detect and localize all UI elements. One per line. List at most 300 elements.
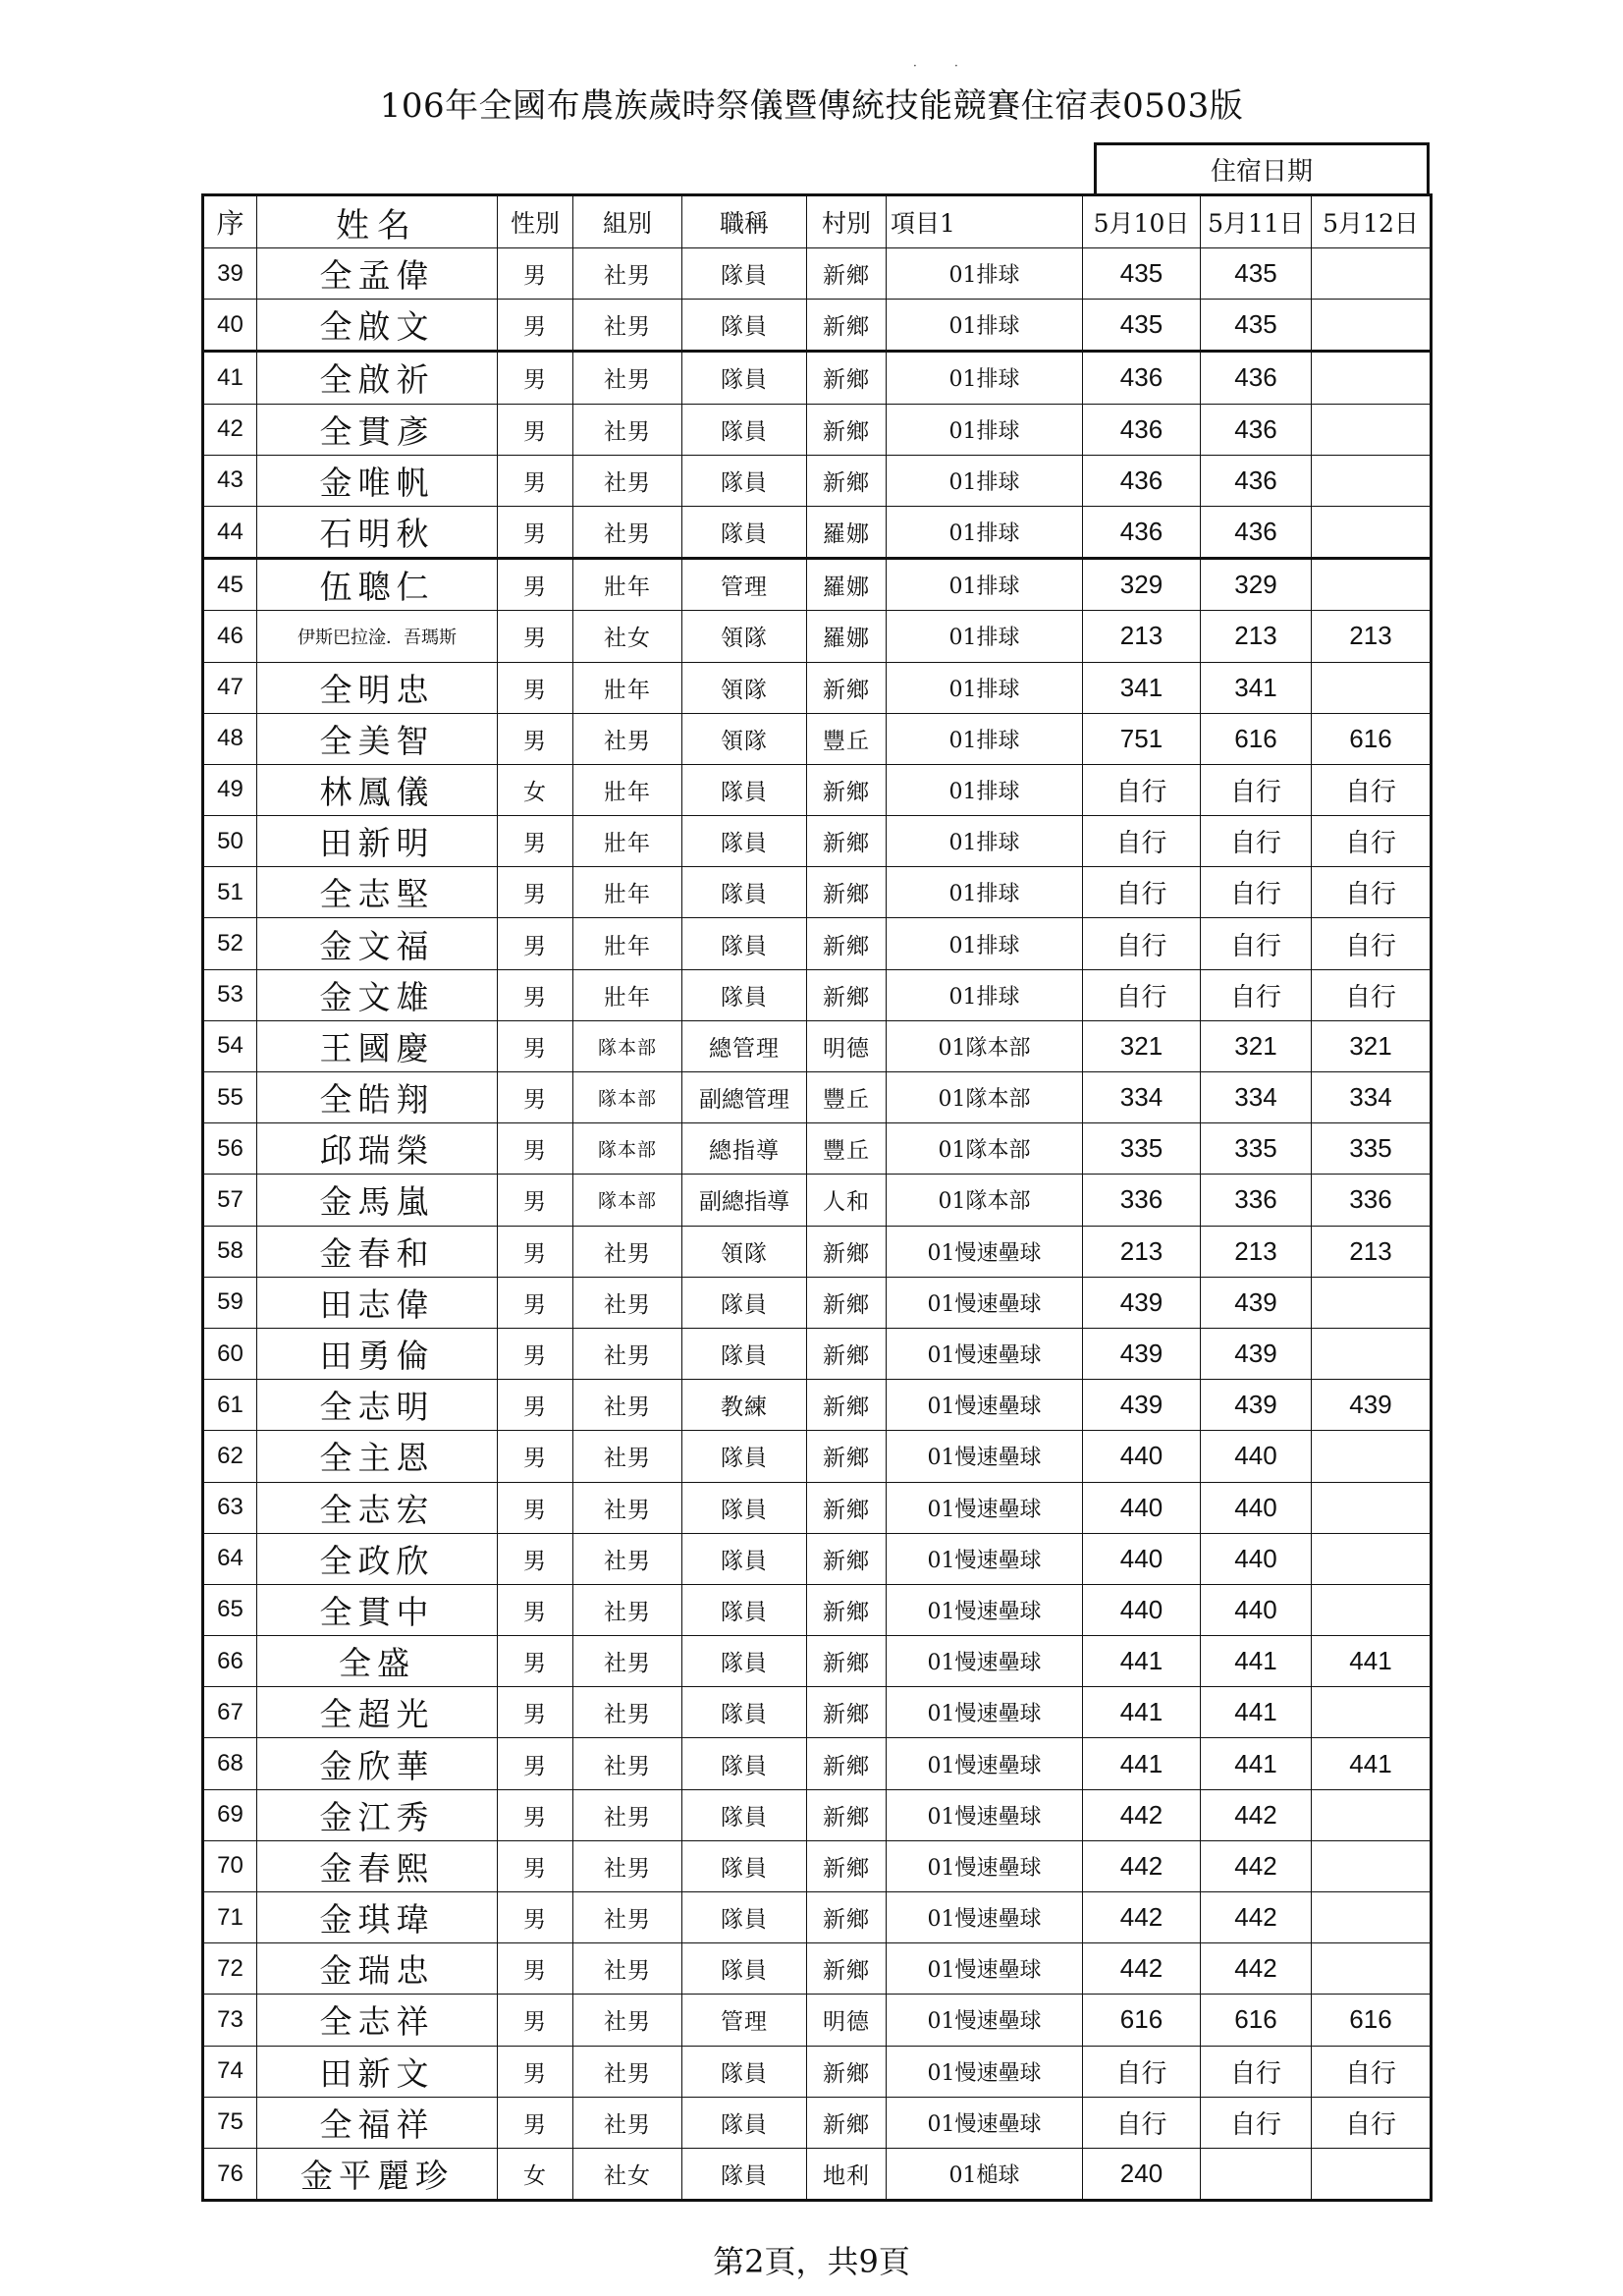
cell-village: 新鄉 bbox=[807, 1328, 887, 1379]
cell-project: 01排球 bbox=[887, 867, 1083, 918]
cell-name: 金春熙 bbox=[257, 1840, 498, 1891]
cell-name: 全志堅 bbox=[257, 867, 498, 918]
cell-village: 新鄉 bbox=[807, 816, 887, 867]
cell-group: 社男 bbox=[573, 506, 682, 558]
cell-village: 新鄉 bbox=[807, 1636, 887, 1687]
cell-gender: 男 bbox=[498, 1226, 573, 1277]
cell-role: 隊員 bbox=[682, 2046, 807, 2097]
cell-date-0512 bbox=[1312, 455, 1432, 506]
cell-project: 01排球 bbox=[887, 969, 1083, 1020]
cell-role: 教練 bbox=[682, 1380, 807, 1431]
cell-role: 隊員 bbox=[682, 1584, 807, 1635]
cell-date-0510: 439 bbox=[1083, 1277, 1201, 1328]
cell-group: 壯年 bbox=[573, 969, 682, 1020]
cell-project: 01慢速壘球 bbox=[887, 1636, 1083, 1687]
table-row bbox=[203, 1995, 1432, 2046]
cell-group: 壯年 bbox=[573, 867, 682, 918]
cell-village: 新鄉 bbox=[807, 1584, 887, 1635]
cell-group: 社男 bbox=[573, 404, 682, 455]
cell-village: 新鄉 bbox=[807, 1840, 887, 1891]
cell-gender: 男 bbox=[498, 1072, 573, 1123]
cell-role: 隊員 bbox=[682, 1533, 807, 1584]
cell-role: 領隊 bbox=[682, 611, 807, 662]
col-header-date-0511: 5月11日 bbox=[1201, 195, 1312, 248]
cell-group: 壯年 bbox=[573, 662, 682, 713]
cell-role: 隊員 bbox=[682, 1431, 807, 1482]
cell-gender: 男 bbox=[498, 352, 573, 404]
cell-date-0510: 自行 bbox=[1083, 2046, 1201, 2097]
cell-group: 壯年 bbox=[573, 764, 682, 815]
cell-date-0512 bbox=[1312, 662, 1432, 713]
cell-village: 人和 bbox=[807, 1175, 887, 1226]
cell-group: 社男 bbox=[573, 1328, 682, 1379]
cell-village: 新鄉 bbox=[807, 867, 887, 918]
cell-gender: 男 bbox=[498, 2046, 573, 2097]
cell-no: 44 bbox=[203, 506, 257, 558]
cell-date-0512 bbox=[1312, 404, 1432, 455]
cell-group: 社男 bbox=[573, 300, 682, 352]
cell-no: 57 bbox=[203, 1175, 257, 1226]
cell-gender: 男 bbox=[498, 2097, 573, 2148]
cell-project: 01排球 bbox=[887, 404, 1083, 455]
cell-no: 64 bbox=[203, 1533, 257, 1584]
cell-gender: 男 bbox=[498, 1123, 573, 1175]
cell-village: 新鄉 bbox=[807, 2097, 887, 2148]
cell-group: 社男 bbox=[573, 1687, 682, 1738]
cell-gender: 男 bbox=[498, 816, 573, 867]
cell-name: 田志偉 bbox=[257, 1277, 498, 1328]
cell-no: 40 bbox=[203, 300, 257, 352]
table-body bbox=[203, 248, 1432, 2201]
cell-project: 01慢速壘球 bbox=[887, 1995, 1083, 2046]
cell-date-0511: 329 bbox=[1201, 559, 1312, 611]
cell-group: 社男 bbox=[573, 1431, 682, 1482]
cell-name: 全貫中 bbox=[257, 1584, 498, 1635]
cell-group: 社男 bbox=[573, 1995, 682, 2046]
cell-no: 66 bbox=[203, 1636, 257, 1687]
cell-date-0512: 自行 bbox=[1312, 867, 1432, 918]
cell-role: 隊員 bbox=[682, 1328, 807, 1379]
cell-name: 金春和 bbox=[257, 1226, 498, 1277]
table-row bbox=[203, 559, 1432, 611]
cell-date-0512 bbox=[1312, 1277, 1432, 1328]
cell-project: 01排球 bbox=[887, 455, 1083, 506]
cell-role: 隊員 bbox=[682, 352, 807, 404]
cell-gender: 男 bbox=[498, 559, 573, 611]
table-row bbox=[203, 352, 1432, 404]
cell-name: 石明秋 bbox=[257, 506, 498, 558]
cell-date-0511: 334 bbox=[1201, 1072, 1312, 1123]
cell-date-0510: 441 bbox=[1083, 1738, 1201, 1789]
cell-date-0511: 442 bbox=[1201, 1892, 1312, 1943]
cell-date-0510: 442 bbox=[1083, 1943, 1201, 1995]
cell-group: 社男 bbox=[573, 1636, 682, 1687]
cell-name: 田勇倫 bbox=[257, 1328, 498, 1379]
cell-date-0512 bbox=[1312, 1482, 1432, 1533]
cell-village: 新鄉 bbox=[807, 1482, 887, 1533]
col-header-group: 組別 bbox=[573, 195, 682, 248]
cell-name: 全主恩 bbox=[257, 1431, 498, 1482]
cell-date-0510: 自行 bbox=[1083, 816, 1201, 867]
cell-gender: 男 bbox=[498, 248, 573, 300]
cell-date-0510: 442 bbox=[1083, 1892, 1201, 1943]
cell-name: 王國慶 bbox=[257, 1020, 498, 1071]
cell-no: 58 bbox=[203, 1226, 257, 1277]
cell-village: 新鄉 bbox=[807, 1380, 887, 1431]
cell-gender: 男 bbox=[498, 1431, 573, 1482]
cell-date-0511: 441 bbox=[1201, 1636, 1312, 1687]
cell-role: 副總管理 bbox=[682, 1072, 807, 1123]
cell-name: 全志明 bbox=[257, 1380, 498, 1431]
cell-date-0511: 436 bbox=[1201, 455, 1312, 506]
cell-project: 01排球 bbox=[887, 248, 1083, 300]
table-row bbox=[203, 969, 1432, 1020]
table-row bbox=[203, 1533, 1432, 1584]
cell-gender: 男 bbox=[498, 1995, 573, 2046]
cell-role: 領隊 bbox=[682, 1226, 807, 1277]
cell-date-0510: 616 bbox=[1083, 1995, 1201, 2046]
cell-name: 全政欣 bbox=[257, 1533, 498, 1584]
cell-group: 社男 bbox=[573, 1892, 682, 1943]
cell-date-0512: 439 bbox=[1312, 1380, 1432, 1431]
cell-group: 隊本部 bbox=[573, 1175, 682, 1226]
cell-group: 社男 bbox=[573, 352, 682, 404]
cell-date-0511: 442 bbox=[1201, 1840, 1312, 1891]
cell-no: 73 bbox=[203, 1995, 257, 2046]
cell-date-0511: 439 bbox=[1201, 1277, 1312, 1328]
cell-gender: 男 bbox=[498, 1277, 573, 1328]
cell-date-0511: 439 bbox=[1201, 1328, 1312, 1379]
cell-name: 全孟偉 bbox=[257, 248, 498, 300]
cell-gender: 男 bbox=[498, 1328, 573, 1379]
table-row bbox=[203, 1738, 1432, 1789]
cell-date-0511 bbox=[1201, 2148, 1312, 2200]
cell-date-0512 bbox=[1312, 300, 1432, 352]
cell-village: 豐丘 bbox=[807, 1123, 887, 1175]
cell-date-0512: 441 bbox=[1312, 1636, 1432, 1687]
cell-name: 全皓翔 bbox=[257, 1072, 498, 1123]
cell-village: 新鄉 bbox=[807, 1789, 887, 1840]
cell-date-0511: 213 bbox=[1201, 611, 1312, 662]
cell-village: 明德 bbox=[807, 1020, 887, 1071]
col-header-project: 項目1 bbox=[887, 195, 1083, 248]
cell-village: 明德 bbox=[807, 1995, 887, 2046]
table-row bbox=[203, 455, 1432, 506]
cell-name: 田新明 bbox=[257, 816, 498, 867]
cell-role: 隊員 bbox=[682, 969, 807, 1020]
cell-name: 金唯帆 bbox=[257, 455, 498, 506]
cell-group: 社男 bbox=[573, 1943, 682, 1995]
cell-role: 管理 bbox=[682, 559, 807, 611]
cell-date-0512: 213 bbox=[1312, 1226, 1432, 1277]
cell-date-0512: 自行 bbox=[1312, 2046, 1432, 2097]
cell-date-0511: 自行 bbox=[1201, 816, 1312, 867]
cell-group: 隊本部 bbox=[573, 1123, 682, 1175]
cell-name: 全貫彥 bbox=[257, 404, 498, 455]
cell-project: 01慢速壘球 bbox=[887, 1738, 1083, 1789]
cell-date-0511: 616 bbox=[1201, 1995, 1312, 2046]
cell-role: 隊員 bbox=[682, 867, 807, 918]
cell-role: 隊員 bbox=[682, 1636, 807, 1687]
cell-project: 01排球 bbox=[887, 506, 1083, 558]
cell-date-0510: 329 bbox=[1083, 559, 1201, 611]
cell-no: 48 bbox=[203, 713, 257, 764]
cell-date-0511: 441 bbox=[1201, 1738, 1312, 1789]
table-row bbox=[203, 867, 1432, 918]
cell-project: 01隊本部 bbox=[887, 1020, 1083, 1071]
cell-date-0510: 335 bbox=[1083, 1123, 1201, 1175]
table-row bbox=[203, 1175, 1432, 1226]
cell-group: 壯年 bbox=[573, 816, 682, 867]
cell-date-0511: 436 bbox=[1201, 506, 1312, 558]
cell-village: 豐丘 bbox=[807, 1072, 887, 1123]
cell-group: 社男 bbox=[573, 1482, 682, 1533]
cell-date-0511: 自行 bbox=[1201, 867, 1312, 918]
table-row bbox=[203, 1840, 1432, 1891]
cell-role: 領隊 bbox=[682, 713, 807, 764]
cell-date-0510: 336 bbox=[1083, 1175, 1201, 1226]
cell-date-0512 bbox=[1312, 1840, 1432, 1891]
cell-date-0511: 440 bbox=[1201, 1584, 1312, 1635]
cell-project: 01排球 bbox=[887, 713, 1083, 764]
cell-role: 總管理 bbox=[682, 1020, 807, 1071]
table-row bbox=[203, 1892, 1432, 1943]
cell-date-0510: 自行 bbox=[1083, 764, 1201, 815]
cell-no: 68 bbox=[203, 1738, 257, 1789]
cell-no: 62 bbox=[203, 1431, 257, 1482]
cell-date-0511: 341 bbox=[1201, 662, 1312, 713]
cell-date-0510: 439 bbox=[1083, 1380, 1201, 1431]
table-row bbox=[203, 816, 1432, 867]
cell-name: 金平麗珍 bbox=[257, 2148, 498, 2200]
cell-gender: 男 bbox=[498, 404, 573, 455]
table-row bbox=[203, 1380, 1432, 1431]
cell-date-0511: 436 bbox=[1201, 352, 1312, 404]
cell-group: 社男 bbox=[573, 1277, 682, 1328]
cell-date-0512 bbox=[1312, 1892, 1432, 1943]
cell-date-0511: 616 bbox=[1201, 713, 1312, 764]
cell-name: 全盛 bbox=[257, 1636, 498, 1687]
table-row bbox=[203, 611, 1432, 662]
cell-gender: 女 bbox=[498, 764, 573, 815]
cell-village: 地利 bbox=[807, 2148, 887, 2200]
cell-village: 新鄉 bbox=[807, 662, 887, 713]
cell-no: 67 bbox=[203, 1687, 257, 1738]
cell-role: 隊員 bbox=[682, 300, 807, 352]
cell-group: 社女 bbox=[573, 611, 682, 662]
table-row bbox=[203, 1789, 1432, 1840]
cell-village: 新鄉 bbox=[807, 455, 887, 506]
cell-date-0512 bbox=[1312, 1943, 1432, 1995]
cell-gender: 男 bbox=[498, 1738, 573, 1789]
cell-date-0511: 442 bbox=[1201, 1943, 1312, 1995]
header-row bbox=[203, 195, 1432, 248]
cell-no: 75 bbox=[203, 2097, 257, 2148]
cell-no: 69 bbox=[203, 1789, 257, 1840]
cell-role: 隊員 bbox=[682, 1277, 807, 1328]
lodging-table bbox=[201, 193, 1433, 2202]
cell-date-0511: 321 bbox=[1201, 1020, 1312, 1071]
table-row bbox=[203, 404, 1432, 455]
cell-no: 45 bbox=[203, 559, 257, 611]
table-row bbox=[203, 662, 1432, 713]
cell-date-0510: 442 bbox=[1083, 1840, 1201, 1891]
cell-date-0510: 213 bbox=[1083, 611, 1201, 662]
cell-name: 金江秀 bbox=[257, 1789, 498, 1840]
cell-gender: 男 bbox=[498, 867, 573, 918]
cell-date-0512 bbox=[1312, 248, 1432, 300]
col-header-date-0510: 5月10日 bbox=[1083, 195, 1201, 248]
cell-project: 01排球 bbox=[887, 816, 1083, 867]
cell-project: 01排球 bbox=[887, 918, 1083, 969]
cell-date-0511: 自行 bbox=[1201, 918, 1312, 969]
cell-no: 55 bbox=[203, 1072, 257, 1123]
table-row bbox=[203, 764, 1432, 815]
cell-date-0511: 213 bbox=[1201, 1226, 1312, 1277]
cell-date-0510: 440 bbox=[1083, 1584, 1201, 1635]
cell-date-0510: 442 bbox=[1083, 1789, 1201, 1840]
cell-project: 01慢速壘球 bbox=[887, 1277, 1083, 1328]
cell-gender: 男 bbox=[498, 1892, 573, 1943]
cell-no: 76 bbox=[203, 2148, 257, 2200]
cell-date-0510: 自行 bbox=[1083, 918, 1201, 969]
cell-date-0511: 440 bbox=[1201, 1482, 1312, 1533]
cell-date-0510: 440 bbox=[1083, 1482, 1201, 1533]
cell-project: 01排球 bbox=[887, 300, 1083, 352]
cell-project: 01慢速壘球 bbox=[887, 1533, 1083, 1584]
table-row bbox=[203, 713, 1432, 764]
table-row bbox=[203, 1020, 1432, 1071]
cell-date-0510: 自行 bbox=[1083, 2097, 1201, 2148]
cell-no: 71 bbox=[203, 1892, 257, 1943]
table-row bbox=[203, 1072, 1432, 1123]
cell-group: 社男 bbox=[573, 455, 682, 506]
page-title: 106年全國布農族歲時祭儀暨傳統技能競賽住宿表0503版 bbox=[379, 86, 1244, 126]
cell-group: 社男 bbox=[573, 1380, 682, 1431]
cell-village: 新鄉 bbox=[807, 969, 887, 1020]
cell-role: 隊員 bbox=[682, 2097, 807, 2148]
cell-name: 伍聰仁 bbox=[257, 559, 498, 611]
cell-group: 社男 bbox=[573, 1738, 682, 1789]
cell-no: 43 bbox=[203, 455, 257, 506]
cell-gender: 男 bbox=[498, 300, 573, 352]
cell-no: 41 bbox=[203, 352, 257, 404]
cell-group: 社男 bbox=[573, 1533, 682, 1584]
cell-project: 01排球 bbox=[887, 764, 1083, 815]
cell-role: 隊員 bbox=[682, 1687, 807, 1738]
cell-gender: 男 bbox=[498, 969, 573, 1020]
cell-village: 新鄉 bbox=[807, 2046, 887, 2097]
cell-no: 50 bbox=[203, 816, 257, 867]
cell-village: 新鄉 bbox=[807, 352, 887, 404]
cell-role: 隊員 bbox=[682, 404, 807, 455]
cell-village: 新鄉 bbox=[807, 404, 887, 455]
cell-project: 01慢速壘球 bbox=[887, 2046, 1083, 2097]
table-row bbox=[203, 2097, 1432, 2148]
cell-date-0510: 751 bbox=[1083, 713, 1201, 764]
cell-date-0510: 441 bbox=[1083, 1636, 1201, 1687]
page-footer: 第2頁，共9頁 bbox=[713, 2243, 910, 2280]
cell-no: 65 bbox=[203, 1584, 257, 1635]
cell-date-0510: 439 bbox=[1083, 1328, 1201, 1379]
cell-project: 01慢速壘球 bbox=[887, 1892, 1083, 1943]
cell-date-0512 bbox=[1312, 352, 1432, 404]
cell-group: 社男 bbox=[573, 2046, 682, 2097]
cell-date-0510: 321 bbox=[1083, 1020, 1201, 1071]
cell-date-0511: 436 bbox=[1201, 404, 1312, 455]
cell-date-0511: 441 bbox=[1201, 1687, 1312, 1738]
cell-project: 01慢速壘球 bbox=[887, 1226, 1083, 1277]
cell-project: 01隊本部 bbox=[887, 1175, 1083, 1226]
cell-date-0512 bbox=[1312, 2148, 1432, 2200]
cell-date-0510: 440 bbox=[1083, 1431, 1201, 1482]
cell-date-0512 bbox=[1312, 1431, 1432, 1482]
cell-village: 新鄉 bbox=[807, 1277, 887, 1328]
cell-date-0511: 自行 bbox=[1201, 2097, 1312, 2148]
cell-village: 新鄉 bbox=[807, 300, 887, 352]
cell-date-0511: 336 bbox=[1201, 1175, 1312, 1226]
cell-project: 01排球 bbox=[887, 662, 1083, 713]
cell-name: 全啟文 bbox=[257, 300, 498, 352]
cell-name: 全志祥 bbox=[257, 1995, 498, 2046]
cell-group: 社男 bbox=[573, 1584, 682, 1635]
cell-name: 全啟祈 bbox=[257, 352, 498, 404]
cell-project: 01慢速壘球 bbox=[887, 1380, 1083, 1431]
cell-project: 01排球 bbox=[887, 352, 1083, 404]
cell-date-0511: 439 bbox=[1201, 1380, 1312, 1431]
cell-village: 新鄉 bbox=[807, 1943, 887, 1995]
cell-group: 壯年 bbox=[573, 559, 682, 611]
cell-name: 金文福 bbox=[257, 918, 498, 969]
cell-date-0510: 435 bbox=[1083, 248, 1201, 300]
cell-group: 社女 bbox=[573, 2148, 682, 2200]
cell-group: 社男 bbox=[573, 248, 682, 300]
cell-no: 49 bbox=[203, 764, 257, 815]
table-row bbox=[203, 1226, 1432, 1277]
cell-gender: 男 bbox=[498, 662, 573, 713]
cell-no: 59 bbox=[203, 1277, 257, 1328]
cell-role: 隊員 bbox=[682, 2148, 807, 2200]
cell-village: 豐丘 bbox=[807, 713, 887, 764]
cell-no: 53 bbox=[203, 969, 257, 1020]
cell-date-0512 bbox=[1312, 1789, 1432, 1840]
cell-no: 39 bbox=[203, 248, 257, 300]
cell-project: 01慢速壘球 bbox=[887, 1328, 1083, 1379]
cell-date-0511: 435 bbox=[1201, 300, 1312, 352]
cell-village: 新鄉 bbox=[807, 918, 887, 969]
cell-group: 隊本部 bbox=[573, 1072, 682, 1123]
cell-gender: 男 bbox=[498, 1482, 573, 1533]
cell-no: 47 bbox=[203, 662, 257, 713]
cell-name: 金文雄 bbox=[257, 969, 498, 1020]
cell-role: 隊員 bbox=[682, 506, 807, 558]
cell-name: 金馬嵐 bbox=[257, 1175, 498, 1226]
table-row bbox=[203, 1431, 1432, 1482]
col-header-role: 職稱 bbox=[682, 195, 807, 248]
cell-date-0510: 213 bbox=[1083, 1226, 1201, 1277]
cell-name: 田新文 bbox=[257, 2046, 498, 2097]
cell-role: 隊員 bbox=[682, 764, 807, 815]
cell-gender: 男 bbox=[498, 1687, 573, 1738]
cell-gender: 男 bbox=[498, 1584, 573, 1635]
cell-project: 01排球 bbox=[887, 559, 1083, 611]
table-row bbox=[203, 1328, 1432, 1379]
cell-role: 領隊 bbox=[682, 662, 807, 713]
cell-gender: 男 bbox=[498, 455, 573, 506]
cell-gender: 男 bbox=[498, 1636, 573, 1687]
cell-gender: 男 bbox=[498, 1943, 573, 1995]
cell-date-0512: 自行 bbox=[1312, 816, 1432, 867]
